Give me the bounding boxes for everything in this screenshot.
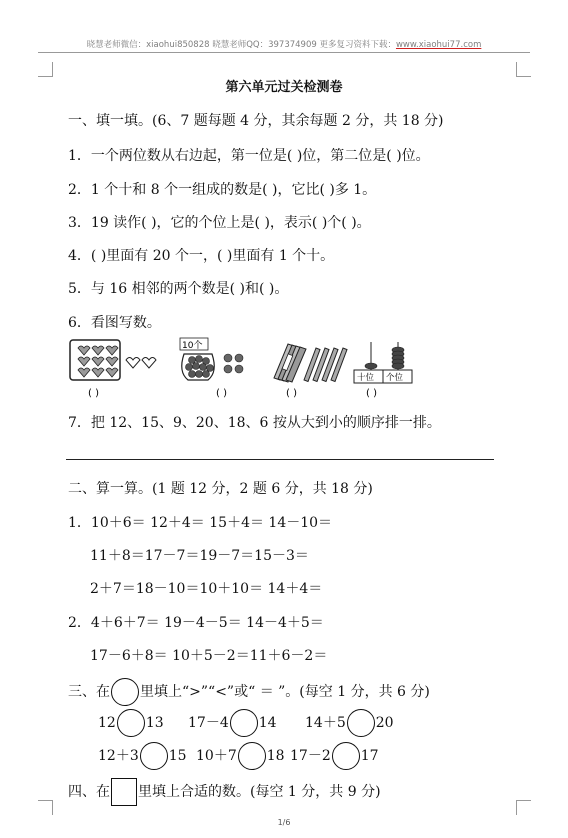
question-4: 4．( )里面有 20 个一，( )里面有 1 个十。 [68, 248, 335, 264]
margin-corner-tr [516, 62, 531, 77]
compare-circle[interactable] [230, 709, 258, 737]
compare-circle[interactable] [117, 709, 145, 737]
compare-left: 17－4 [188, 715, 229, 731]
compare-item [98, 709, 164, 737]
question-1: 1．一个两位数从右边起，第一位是( )位，第二位是( )位。 [68, 148, 430, 164]
question-5: 5．与 16 相邻的两个数是( )和( )。 [68, 281, 289, 297]
section4-heading-pre: 四、在 [68, 784, 110, 800]
calc-row-3: 2＋7＝18－10＝10＋10＝ 14＋4＝ [90, 581, 323, 597]
section1-heading: 一、填一填。(6、7 题每题 4 分，其余每题 2 分，共 18 分) [68, 113, 444, 129]
compare-left: 12＋3 [98, 748, 139, 764]
square-symbol [111, 778, 137, 806]
compare-item [188, 709, 277, 737]
ball-bag-picture [180, 338, 243, 380]
compare-circle[interactable] [238, 742, 266, 770]
compare-item [290, 742, 379, 770]
stick-bundle-picture [274, 344, 347, 382]
section4-heading-post: 里填上合适的数。(每空 1 分，共 9 分) [138, 784, 381, 800]
compare-item [305, 709, 394, 737]
calc-row-4: 2．4＋6＋7＝ 19－4－5＝ 14－4＋5＝ [68, 615, 324, 631]
compare-right: 14 [258, 715, 277, 731]
margin-corner-br [516, 800, 531, 815]
calc-row-2: 11＋8＝17－7＝19－7＝15－3＝ [90, 548, 309, 564]
compare-left: 10＋7 [196, 748, 237, 764]
compare-left: 14＋5 [305, 715, 346, 731]
compare-circle[interactable] [347, 709, 375, 737]
answer-paren-1: ( ) [88, 388, 99, 399]
header-link[interactable]: www.xiaohui77.com [395, 40, 482, 50]
section3-heading-pre: 三、在 [68, 684, 110, 700]
bag-tag-label: 10个 [182, 341, 203, 351]
answer-line-q7[interactable] [66, 459, 494, 460]
abacus-picture [354, 342, 412, 383]
abacus-tens-label: 十位 [357, 373, 375, 383]
compare-item [98, 742, 187, 770]
section3-heading-post: 里填上“>”“<”或“ ＝ ”。(每空 1 分，共 6 分) [140, 684, 430, 700]
compare-left: 17－2 [290, 748, 331, 764]
question-3: 3．19 读作( )，它的个位上是( )，表示( )个( )。 [68, 215, 371, 231]
page-number: 1/6 [277, 818, 291, 827]
compare-circle[interactable] [332, 742, 360, 770]
answer-paren-4: ( ) [366, 388, 377, 399]
compare-item [196, 742, 285, 770]
compare-right: 20 [375, 715, 394, 731]
answer-paren-3: ( ) [286, 388, 297, 399]
section2-heading: 二、算一算。(1 题 12 分，2 题 6 分，共 18 分) [68, 481, 373, 497]
question-2: 2．1 个十和 8 个一组成的数是( )，它比( )多 1。 [68, 182, 377, 198]
calc-row-1: 1．10＋6＝ 12＋4＝ 15＋4＝ 14－10＝ [68, 515, 333, 531]
header-text: 晓慧老师微信：xiaohui850828 晓慧老师QQ：397374909 更多复习资料下载： [86, 40, 396, 50]
compare-left: 12 [98, 715, 116, 731]
page-title: 第六单元过关检测卷 [225, 80, 343, 95]
section4-heading [68, 778, 381, 806]
compare-right: 17 [360, 748, 379, 764]
section3-heading [68, 678, 430, 706]
compare-right: 15 [168, 748, 187, 764]
compare-right: 18 [266, 748, 285, 764]
compare-circle[interactable] [140, 742, 168, 770]
answer-paren-2: ( ) [216, 388, 227, 399]
calc-row-5: 17－6＋8＝ 10＋5－2＝11＋6－2＝ [90, 648, 328, 664]
heart-box-picture [70, 340, 156, 380]
page-header [0, 38, 568, 50]
number-pictures [68, 336, 418, 400]
abacus-ones-label: 个位 [386, 373, 404, 383]
margin-corner-bl [38, 800, 53, 815]
question-7: 7．把 12、15、9、20、18、6 按从大到小的顺序排一排。 [68, 415, 441, 431]
header-rule [38, 52, 530, 53]
circle-symbol [111, 678, 139, 706]
compare-right: 13 [145, 715, 164, 731]
question-6: 6．看图写数。 [68, 315, 161, 331]
margin-corner-tl [38, 62, 53, 77]
